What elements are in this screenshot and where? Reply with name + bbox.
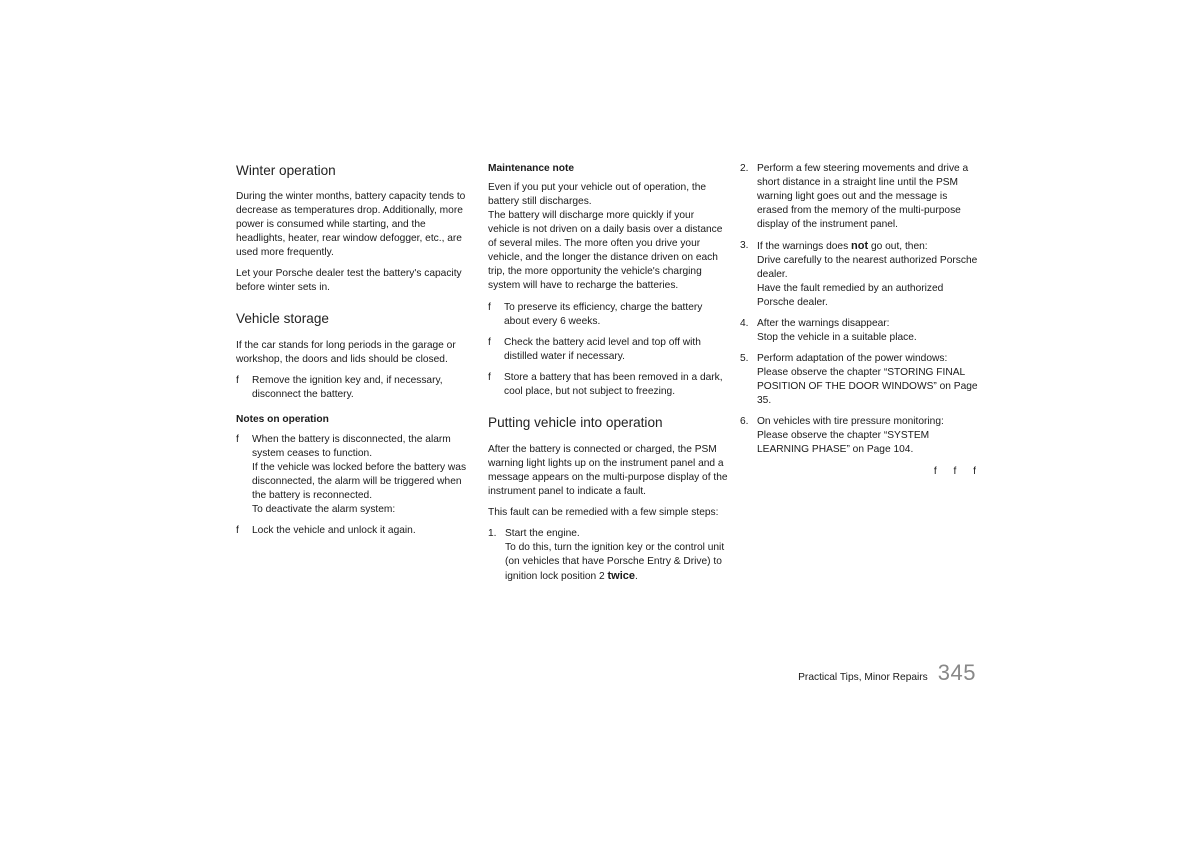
step-text-part: If the warnings does bbox=[757, 241, 849, 252]
step-number: 4. bbox=[740, 318, 749, 329]
page-footer bbox=[798, 660, 976, 686]
acid-level-bullet bbox=[488, 336, 728, 364]
bullet-text: Store a battery that has been removed in a dark, cool place, but not subject to freezing. bbox=[504, 372, 723, 397]
bullet-mark: f bbox=[236, 525, 239, 536]
vehicle-storage-text: If the car stands for long periods in the garage or workshop, the doors and lids should be closed. bbox=[236, 340, 456, 365]
step-text-detail bbox=[505, 541, 728, 584]
emphasis-twice: twice bbox=[607, 570, 636, 582]
step-5 bbox=[740, 352, 978, 408]
step-text-part: . bbox=[635, 571, 638, 582]
step-number: 5. bbox=[740, 353, 749, 364]
middle-column bbox=[488, 160, 728, 584]
bullet-mark: f bbox=[488, 337, 491, 348]
bullet-text: Check the battery acid level and top off with distilled water if necessary. bbox=[504, 337, 701, 362]
maintenance-note-text bbox=[488, 181, 728, 293]
dealer-test-text: Let your Porsche dealer test the battery's capacity before winter sets in. bbox=[236, 268, 462, 293]
lock-vehicle-bullet bbox=[236, 524, 476, 538]
fault-remedy-text: This fault can be remedied with a few simple steps: bbox=[488, 507, 719, 518]
winter-operation-heading: Winter operation bbox=[236, 163, 336, 178]
bullet-mark: f bbox=[488, 302, 491, 313]
step-text bbox=[757, 239, 978, 254]
left-column bbox=[236, 160, 476, 538]
notes-on-operation-heading: Notes on operation bbox=[236, 414, 329, 425]
step-2 bbox=[740, 162, 978, 232]
bullet-text: If the vehicle was locked before the battery was disconnected, the alarm will be triggered when the battery is reconnected. bbox=[252, 462, 467, 501]
alarm-bullet bbox=[236, 433, 476, 517]
bullet-text: To preserve its efficiency, charge the battery about every 6 weeks. bbox=[504, 302, 703, 327]
end-marks: f f f bbox=[933, 466, 976, 477]
paragraph-line: The battery will discharge more quickly if your vehicle is not driven on a daily basis over a distance of several miles. The more often you drive your vehicle, and the longer the distance driven on each trip, the more opportunity the vehicle's charging system will have to recharge the batteries. bbox=[488, 210, 723, 291]
step-text: Stop the vehicle in a suitable place. bbox=[757, 332, 917, 343]
step-number: 6. bbox=[740, 416, 749, 427]
bullet-text: Remove the ignition key and, if necessary, disconnect the battery. bbox=[252, 375, 443, 400]
step-text: Perform adaptation of the power windows: bbox=[757, 353, 948, 364]
step-text: Please observe the chapter “STORING FINAL POSITION OF THE DOOR WINDOWS” on Page 35. bbox=[757, 367, 978, 406]
section-title: Practical Tips, Minor Repairs bbox=[798, 672, 928, 683]
step-text: Start the engine. bbox=[505, 528, 580, 539]
step-6 bbox=[740, 415, 978, 457]
bullet-text: To deactivate the alarm system: bbox=[252, 504, 396, 515]
step-text: Have the fault remedied by an authorized Porsche dealer. bbox=[757, 283, 944, 308]
step-text: On vehicles with tire pressure monitoring: bbox=[757, 416, 944, 427]
step-text: After the warnings disappear: bbox=[757, 318, 890, 329]
putting-into-operation-heading: Putting vehicle into operation bbox=[488, 415, 663, 430]
winter-operation-text: During the winter months, battery capacity tends to decrease as temperatures drop. Additionally, more power is consumed while starting, and the headlights, heater, rear window defogger, etc., are used more frequently. bbox=[236, 191, 466, 258]
bullet-mark: f bbox=[488, 372, 491, 383]
emphasis-not: not bbox=[851, 240, 869, 252]
vehicle-storage-heading: Vehicle storage bbox=[236, 311, 329, 326]
right-column bbox=[740, 160, 978, 479]
bullet-text: Lock the vehicle and unlock it again. bbox=[252, 525, 416, 536]
bullet-text: When the battery is disconnected, the alarm system ceases to function. bbox=[252, 434, 451, 459]
bullet-mark: f bbox=[236, 434, 239, 445]
step-number: 1. bbox=[488, 528, 497, 539]
step-number: 3. bbox=[740, 240, 749, 251]
step-3 bbox=[740, 239, 978, 310]
paragraph-line: Even if you put your vehicle out of operation, the battery still discharges. bbox=[488, 182, 707, 207]
page-number: 345 bbox=[937, 660, 976, 685]
step-text-part: To do this, turn the ignition key or the control unit (on vehicles that have Porsche Entry & Drive) to ignition lock position 2 bbox=[505, 542, 725, 582]
step-text: Perform a few steering movements and drive a short distance in a straight line until the PSM warning light goes out and the message is erased from the memory of the multi-purpose display of the instrument panel. bbox=[757, 163, 969, 230]
charge-battery-bullet bbox=[488, 301, 728, 329]
step-text-part: go out, then: bbox=[870, 241, 928, 252]
step-text: Drive carefully to the nearest authorized Porsche dealer. bbox=[757, 255, 978, 280]
store-battery-bullet bbox=[488, 371, 728, 399]
maintenance-note-heading: Maintenance note bbox=[488, 163, 575, 174]
after-connecting-text: After the battery is connected or charged, the PSM warning light lights up on the instrument panel and a message appears on the multi-purpose display of the instrument panel to indicate a fault. bbox=[488, 444, 728, 497]
step-text: Please observe the chapter “SYSTEM LEARNING PHASE” on Page 104. bbox=[757, 430, 930, 455]
ignition-key-bullet bbox=[236, 374, 476, 402]
step-1 bbox=[488, 527, 728, 584]
step-4 bbox=[740, 317, 978, 345]
bullet-mark: f bbox=[236, 375, 239, 386]
step-number: 2. bbox=[740, 163, 749, 174]
